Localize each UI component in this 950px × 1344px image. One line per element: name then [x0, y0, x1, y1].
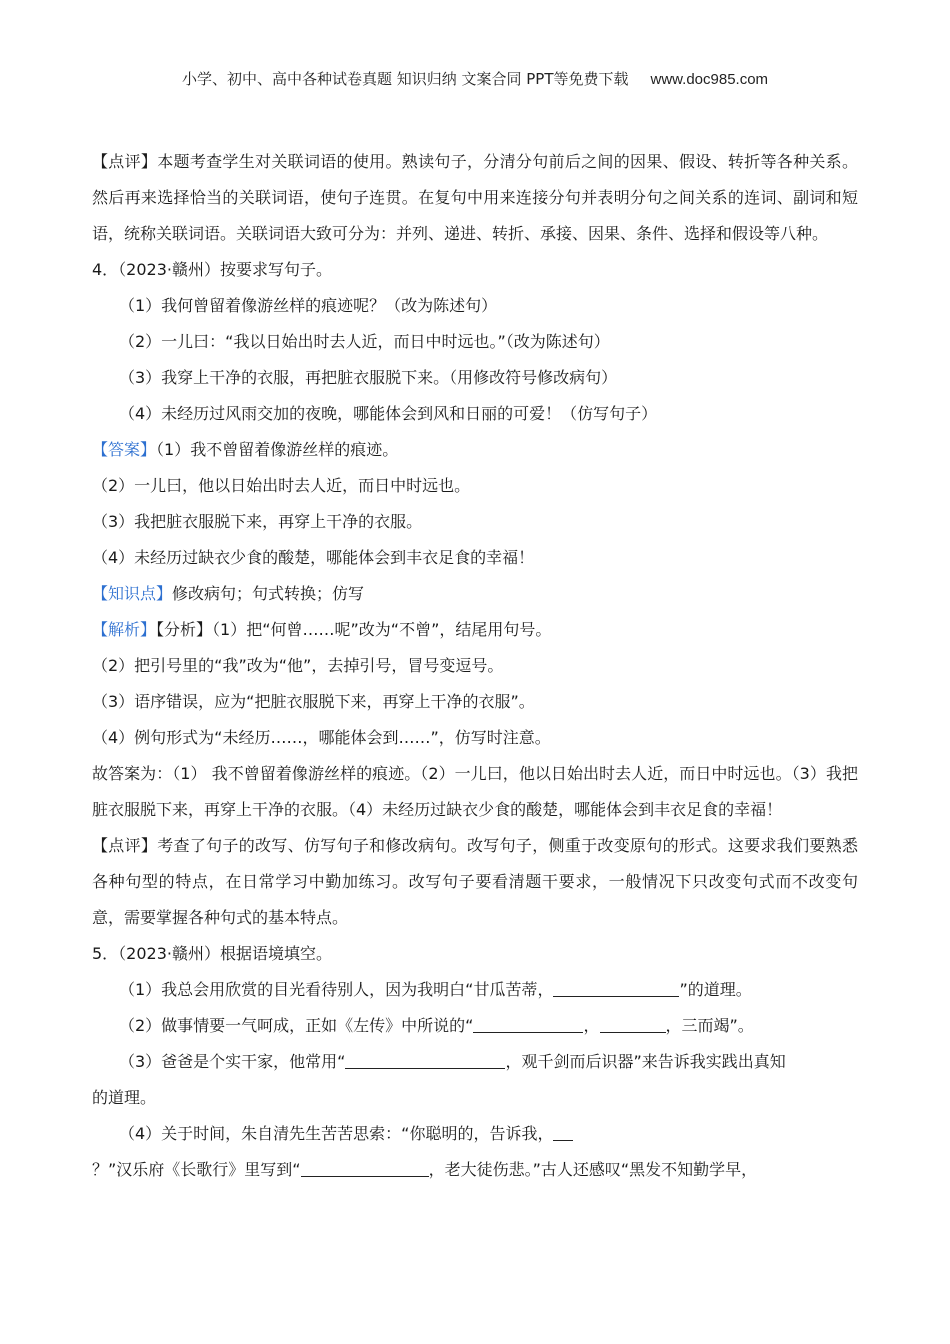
blank-5[interactable]: [553, 1124, 573, 1141]
blank-1[interactable]: [553, 980, 679, 997]
q4-knowledge: 【知识点】修改病句；句式转换；仿写: [92, 584, 365, 603]
q3-comment: 【点评】本题考查学生对关联词语的使用。熟读句子，分清分句前后之间的因果、假设、转折等各种关系。然后再来选择恰当的关联词语，使句子连贯。在复句中用来连接分句并表明分句之间关系的连词、副词和短语，统称关联词语。关联词语大致可分为：并列、递进、转折、承接、因果、条件、选择和假设等八种。: [92, 152, 858, 243]
q4-answer-3: （3）我把脏衣服脱下来，再穿上干净的衣服。: [92, 512, 423, 531]
q5-item-3-cont: 的道理。: [92, 1088, 157, 1107]
q4-comment: 【点评】考查了句子的改写、仿写句子和修改病句。改写句子，侧重于改变原句的形式。这要求我们要熟悉各种句型的特点，在日常学习中勤加练习。改写句子要看清题干要求，一般情况下只改变句式而不改变句意，需要掌握各种句式的基本特点。: [92, 836, 858, 927]
q4-title: 4．（2023·赣州）按要求写句子。: [92, 260, 332, 279]
q4-analysis-2: （2）把引号里的“我”改为“他”，去掉引号，冒号变逗号。: [92, 656, 504, 675]
blank-2[interactable]: [473, 1016, 583, 1033]
q4-item-2: （2）一儿曰：“我以日始出时去人近，而日中时远也。”（改为陈述句）: [119, 332, 610, 351]
q4-analysis-4: （4）例句形式为“未经历……，哪能体会到……”，仿写时注意。: [92, 728, 551, 747]
q4-conclusion: 故答案为：（1） 我不曾留着像游丝样的痕迹。（2）一儿曰，他以日始出时去人近，而日中时远也。（3）我把脏衣服脱下来，再穿上干净的衣服。（4）未经历过缺衣少食的酸楚，哪能体会到丰衣足食的幸福！: [92, 764, 858, 819]
q4-analysis-1: 【解析】【分析】（1）把“何曾……呢”改为“不曾”，结尾用句号。: [92, 620, 552, 639]
q4-analysis-3: （3）语序错误，应为“把脏衣服脱下来，再穿上干净的衣服”。: [92, 692, 535, 711]
q5-item-1: （1）我总会用欣赏的目光看待别人，因为我明白“甘瓜苦蒂， ”的道理。: [119, 980, 752, 999]
analysis-tag: 【解析】: [92, 620, 157, 639]
q4-answer-1: 【答案】（1）我不曾留着像游丝样的痕迹。: [92, 440, 399, 459]
q4-item-3: （3）我穿上干净的衣服，再把脏衣服脱下来。（用修改符号修改病句）: [119, 368, 618, 387]
blank-6[interactable]: [301, 1160, 429, 1177]
q4-item-4: （4）未经历过风雨交加的夜晚，哪能体会到风和日丽的可爱！（仿写句子）: [119, 404, 658, 423]
q5-item-2: （2）做事情要一气呵成，正如《左传》中所说的“ ， ，三而竭”。: [119, 1016, 754, 1035]
q4-answer-4: （4）未经历过缺衣少食的酸楚，哪能体会到丰衣足食的幸福！: [92, 548, 535, 567]
q4-answer-2: （2）一儿曰，他以日始出时去人近，而日中时远也。: [92, 476, 471, 495]
header-site[interactable]: www.doc985.com: [650, 71, 769, 88]
q5-item-3: （3）爸爸是个实干家，他常用“ ，观千剑而后识器”来告诉我实践出真知: [119, 1052, 786, 1071]
q5-item-4: （4）关于时间，朱自清先生苦苦思索：“你聪明的，告诉我，: [92, 1116, 858, 1152]
answer-tag: 【答案】: [92, 440, 157, 459]
q5-item-4-cont: ？”汉乐府《长歌行》里写到“ ，老大徒伤悲。”古人还感叹“黑发不知勤学早，: [92, 1160, 758, 1179]
header-text: 小学、初中、高中各种试卷真题 知识归纳 文案合同 PPT等免费下载: [181, 70, 629, 88]
blank-4[interactable]: [345, 1052, 505, 1069]
q4-item-1: （1）我何曾留着像游丝样的痕迹呢？（改为陈述句）: [119, 296, 498, 315]
page-header: [0, 68, 950, 89]
blank-3[interactable]: [600, 1016, 666, 1033]
knowledge-tag: 【知识点】: [92, 584, 173, 603]
document-body: [92, 144, 858, 1188]
q5-title: 5．（2023·赣州）根据语境填空。: [92, 944, 332, 963]
